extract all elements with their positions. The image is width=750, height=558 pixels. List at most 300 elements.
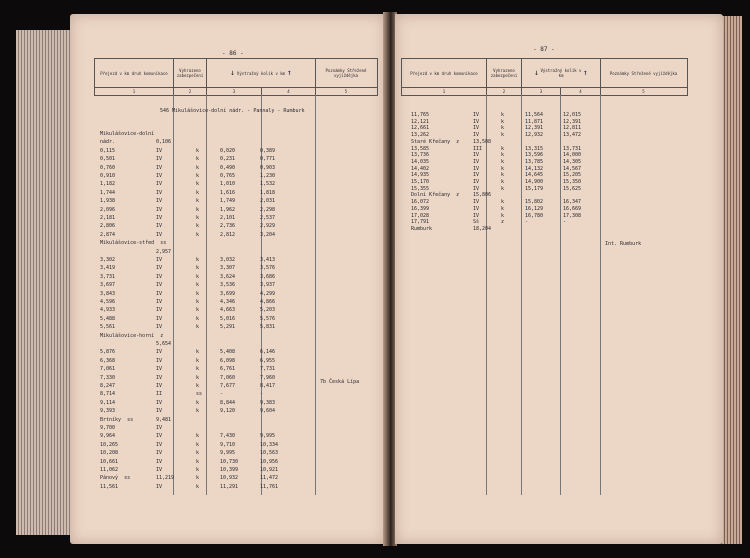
table-cell-b: IV — [473, 185, 480, 192]
table-cell-e: 9,383 — [260, 399, 276, 406]
table-cell-d: 5,016 — [220, 315, 236, 322]
table-cell-a: 3,731 — [100, 273, 116, 280]
table-cell-e: 12,391 — [563, 118, 582, 125]
table-cell-e: - — [563, 219, 567, 226]
table-cell-a: 3,419 — [100, 265, 116, 272]
table-cell-d: 1,962 — [220, 206, 236, 213]
table-cell-d: 7,677 — [220, 383, 236, 389]
table-cell-e: 11,761 — [260, 483, 279, 490]
page-edges-left — [16, 30, 72, 535]
table-header — [401, 58, 688, 96]
table-cell-d: 2,812 — [220, 231, 236, 238]
table-cell-a: 13,262 — [411, 132, 430, 139]
table-cell-a: 15,170 — [411, 179, 430, 185]
table-cell-e: 2,031 — [260, 198, 276, 205]
table-cell-d: 3,032 — [220, 257, 236, 263]
table-cell-c: k — [196, 273, 200, 280]
table-cell-b: 15,806 — [473, 192, 492, 199]
section-title: 546 Mikulášovice-dolní nádr. - Pannaly - Rumburk — [160, 108, 305, 114]
table-cell-e: 9,604 — [260, 408, 276, 415]
table-cell-c: k — [196, 458, 200, 465]
table-cell-b: IV — [156, 357, 163, 364]
table-cell-b: IV — [473, 165, 480, 172]
table-cell-d: 10,399 — [220, 467, 239, 473]
page-number: - 87 - — [533, 46, 555, 53]
table-cell-c: k — [196, 433, 200, 440]
table-cell-a: 3,843 — [100, 290, 116, 297]
table-cell-e: 0,389 — [260, 147, 276, 154]
column-numbers — [402, 87, 687, 95]
table-cell-a: 11,561 — [100, 483, 119, 490]
table-cell-d: 0,490 — [220, 164, 236, 171]
table-cell-c: k — [196, 399, 200, 406]
table-cell-b: IV — [473, 125, 480, 132]
table-cell-a: 5,488 — [100, 315, 116, 322]
table-cell-d: 3,307 — [220, 265, 236, 272]
arrow-down-icon: ↓ — [534, 68, 539, 77]
table-cell-d: 0,231 — [220, 156, 236, 163]
table-cell-d: 13,785 — [525, 158, 544, 165]
table-cell-e: 15,625 — [563, 185, 582, 192]
table-cell-a: 16,072 — [411, 199, 430, 206]
table-cell-a: 15,355 — [411, 185, 430, 192]
table-cell-e: 5,831 — [260, 324, 276, 331]
table-cell-a: Pánový ss — [100, 475, 131, 482]
table-cell-b: IV — [156, 374, 163, 381]
table-cell-c: k — [196, 307, 200, 314]
table-cell-b: IV — [156, 189, 163, 196]
table-cell-b: IV — [156, 307, 163, 314]
table-cell-e: 3,413 — [260, 257, 276, 263]
table-cell-c: ss — [196, 391, 203, 398]
table-cell-b: IV — [156, 231, 163, 238]
table-cell-a: 0,760 — [100, 164, 116, 171]
table-cell-a: 9,114 — [100, 399, 116, 406]
table-cell-a: 12,661 — [411, 125, 430, 132]
table-cell-d: 0,020 — [220, 147, 236, 154]
table-cell-c: k — [196, 450, 200, 457]
table-cell-b: IV — [473, 132, 480, 139]
table-cell-d: 5,291 — [220, 324, 236, 331]
table-cell-b: IV — [473, 179, 480, 185]
table-cell-c: k — [501, 125, 505, 132]
table-cell-a: 2,181 — [100, 215, 116, 221]
table-cell-a: nádr. — [100, 139, 116, 146]
table-cell-d: 8,844 — [220, 399, 236, 406]
table-cell-b: IV — [473, 152, 480, 159]
table-cell-b: IV — [156, 223, 163, 230]
table-cell-d: 14,900 — [525, 179, 544, 185]
table-cell-e: - — [260, 391, 264, 398]
column-number: 5 — [642, 89, 645, 94]
table-cell-d: 14,132 — [525, 165, 544, 172]
table-cell-d: 9,120 — [220, 408, 236, 415]
table-cell-a: Staré Křečany z — [411, 138, 460, 145]
table-cell-b: IV — [156, 458, 163, 465]
note: Int. Rumburk — [605, 241, 642, 247]
table-cell-a: 14,402 — [411, 165, 430, 172]
table-cell-e: 1,230 — [260, 173, 276, 179]
table-cell-b: III — [473, 145, 483, 152]
table-cell-c: k — [501, 185, 505, 192]
table-cell-e: 10,563 — [260, 450, 279, 457]
table-cell-e: 3,686 — [260, 273, 276, 280]
table-cell-a: 5,876 — [100, 349, 116, 356]
table-cell-c: k — [196, 315, 200, 322]
table-cell-d: 9,710 — [220, 441, 236, 448]
table-cell-e: 16,669 — [563, 205, 582, 212]
table-cell-d: 7,430 — [220, 433, 236, 440]
table-cell-e: 2,929 — [260, 223, 276, 230]
table-cell-c: k — [196, 164, 200, 171]
table-cell-a: 16,399 — [411, 205, 430, 212]
table-cell-e: 14,567 — [563, 165, 582, 172]
column-divider — [173, 95, 174, 495]
table-cell-b: IV — [156, 399, 163, 406]
table-cell-a: 4,933 — [100, 307, 116, 314]
column-number: 3 — [207, 88, 262, 95]
table-cell-d: 14,645 — [525, 172, 544, 179]
page-edges-right — [722, 16, 742, 544]
table-cell-c: k — [196, 231, 200, 238]
table-cell-a: 0,501 — [100, 156, 116, 163]
table-cell-e: 12,811 — [563, 125, 582, 132]
table-cell-a: 3,697 — [100, 282, 116, 289]
table-cell-a: 1,938 — [100, 198, 116, 205]
table-cell-c: k — [501, 112, 505, 118]
table-cell-c: k — [196, 357, 200, 364]
table-cell-e: 10,921 — [260, 467, 279, 473]
table-cell-c: k — [501, 172, 505, 179]
table-cell-e: 8,417 — [260, 383, 276, 389]
table-cell-b: IV — [156, 173, 163, 179]
table-cell-e: 3,937 — [260, 282, 276, 289]
table-cell-b: IV — [156, 181, 163, 188]
table-cell-a: 17,791 — [411, 219, 430, 226]
table-cell-c: k — [196, 173, 200, 179]
column-number: 5 — [344, 89, 348, 94]
table-cell-d: 11,871 — [525, 118, 544, 125]
page-number: - 86 - — [222, 50, 244, 57]
table-cell-b: 18,204 — [473, 225, 492, 232]
table-cell-d: 6,098 — [220, 357, 236, 364]
table-cell-e: 15,205 — [563, 172, 582, 179]
table-cell-e: 16,347 — [563, 199, 582, 206]
table-cell-b: IV — [473, 205, 480, 212]
table-cell-b: IV — [156, 206, 163, 213]
table-cell-c: k — [501, 152, 505, 159]
table-cell-e: 5,203 — [260, 307, 276, 314]
column-divider — [560, 95, 561, 495]
table-cell-a: 11,062 — [100, 467, 119, 473]
table-cell-a: 5,561 — [100, 324, 116, 331]
table-cell-d: 1,749 — [220, 198, 236, 205]
table-cell-d: 10,730 — [220, 458, 239, 465]
table-cell-b: IV — [156, 198, 163, 205]
table-cell-b: IV — [156, 265, 163, 272]
column-divider — [600, 95, 601, 495]
table-cell-b: IV — [156, 290, 163, 297]
table-cell-d: 16,780 — [525, 212, 544, 219]
table-header — [94, 58, 378, 96]
table-cell-b: IV — [156, 273, 163, 280]
table-cell-c: k — [196, 374, 200, 381]
table-cell-a: 10,265 — [100, 441, 119, 448]
table-cell-a: 1,744 — [100, 189, 116, 196]
table-cell-b: IV — [156, 408, 163, 415]
table-cell-c: k — [501, 199, 505, 206]
table-cell-b: IV — [156, 156, 163, 163]
table-cell-b: IV — [156, 366, 163, 373]
table-cell-c: k — [196, 189, 200, 196]
table-cell-c: k — [196, 324, 200, 331]
table-cell-d: 3,624 — [220, 273, 236, 280]
table-cell-c: k — [501, 179, 505, 185]
table-cell-d: 13,596 — [525, 152, 544, 159]
table-cell-a: 1,182 — [100, 181, 116, 188]
header-warning-posts: ↓ Výstražný kolík v km ↑ — [522, 59, 601, 87]
table-cell-d: 12,932 — [525, 132, 544, 139]
table-cell-c: k — [196, 383, 200, 389]
table-cell-c: k — [501, 158, 505, 165]
table-cell-a: 14,035 — [411, 158, 430, 165]
table-cell-e: 10,956 — [260, 458, 279, 465]
table-cell-d: 4,663 — [220, 307, 236, 314]
table-cell-c: z — [501, 219, 505, 226]
table-cell-d: - — [220, 391, 224, 398]
arrow-up-icon: ↑ — [583, 68, 588, 77]
table-cell-b: IV — [156, 299, 163, 305]
table-cell-a: 2,806 — [100, 223, 116, 230]
table-cell-e: 0,903 — [260, 164, 276, 171]
table-cell-b: 2,957 — [156, 248, 172, 255]
table-cell-e: 1,818 — [260, 189, 276, 196]
table-cell-b: 9,481 — [156, 416, 172, 423]
table-cell-e: 6,146 — [260, 349, 276, 356]
table-cell-b: IV — [156, 441, 163, 448]
table-cell-b: II — [156, 391, 163, 398]
table-cell-b: IV — [156, 383, 163, 389]
table-cell-e: 2,537 — [260, 215, 276, 221]
table-cell-a: 0,910 — [100, 173, 116, 179]
table-cell-a: Mikulášovice-dolní — [100, 131, 155, 137]
table-cell-b: IV — [473, 158, 480, 165]
table-cell-d: 13,315 — [525, 145, 544, 152]
table-cell-c: k — [196, 147, 200, 154]
column-divider — [521, 95, 522, 495]
table-cell-d: 4,346 — [220, 299, 236, 305]
table-cell-e: 13,472 — [563, 132, 582, 139]
column-number: 4 — [561, 88, 601, 95]
table-cell-b: IV — [473, 172, 480, 179]
table-cell-c: k — [196, 265, 200, 272]
table-cell-a: 11,765 — [411, 112, 430, 118]
table-cell-a: Mikulášovice-horní z — [100, 332, 164, 339]
table-cell-c: k — [196, 475, 200, 482]
column-divider — [315, 95, 316, 495]
table-cell-e: 13,731 — [563, 145, 582, 152]
header-crossing: Přejezd v km druh komunikace — [402, 59, 487, 87]
header-security: Vyhrazeno zabezpečení — [487, 59, 522, 87]
table-cell-a: Rumburk — [411, 225, 433, 232]
table-cell-c: k — [196, 290, 200, 297]
table-cell-d: 2,736 — [220, 223, 236, 230]
table-cell-c: k — [196, 483, 200, 490]
table-cell-a: 3,302 — [100, 257, 116, 263]
table-cell-b: IV — [473, 112, 480, 118]
table-cell-c: k — [501, 132, 505, 139]
table-cell-b: IV — [156, 147, 163, 154]
table-cell-c: k — [196, 198, 200, 205]
table-cell-a: 9,964 — [100, 433, 116, 440]
table-cell-c: k — [196, 257, 200, 263]
table-cell-a: 2,096 — [100, 206, 116, 213]
table-cell-c: k — [196, 467, 200, 473]
table-cell-c: k — [196, 215, 200, 221]
table-cell-a: 8,714 — [100, 391, 116, 398]
header-warning-posts: ↓ Výstražný kolík v km ↑ — [207, 59, 316, 87]
table-cell-c: k — [501, 145, 505, 152]
table-cell-a: 13,585 — [411, 145, 430, 152]
table-cell-e: 11,472 — [260, 475, 279, 482]
table-cell-e: 2,298 — [260, 206, 276, 213]
table-cell-e: 10,334 — [260, 441, 279, 448]
column-number: 2 — [487, 88, 522, 95]
table-cell-a: 0,115 — [100, 147, 116, 154]
table-cell-b: IV — [156, 315, 163, 322]
table-cell-b: IV — [473, 199, 480, 206]
table-cell-a: 9,700 — [100, 425, 116, 431]
table-cell-c: k — [196, 441, 200, 448]
table-cell-d: 7,060 — [220, 374, 236, 381]
table-cell-b: 13,508 — [473, 138, 492, 145]
table-cell-d: 16,129 — [525, 205, 544, 212]
table-cell-b: 0,106 — [156, 139, 172, 146]
table-cell-e: 6,955 — [260, 357, 276, 364]
table-cell-c: k — [501, 118, 505, 125]
table-cell-e: 0,771 — [260, 156, 276, 163]
table-cell-c: k — [501, 205, 505, 212]
table-cell-a: 6,368 — [100, 357, 116, 364]
table-cell-a: 7,061 — [100, 366, 116, 373]
table-cell-b: IV — [156, 215, 163, 221]
table-cell-b: IV — [156, 282, 163, 289]
table-cell-a: 9,393 — [100, 408, 116, 415]
table-cell-b: IV — [156, 450, 163, 457]
table-cell-c: k — [196, 349, 200, 356]
table-cell-a: 14,935 — [411, 172, 430, 179]
table-cell-e: 14,305 — [563, 158, 582, 165]
table-cell-b: IV — [473, 212, 480, 219]
table-cell-c: k — [196, 408, 200, 415]
table-cell-e: 7,960 — [260, 374, 276, 381]
note: 7b Česká Lípa — [320, 379, 360, 385]
arrow-down-icon: ↓ — [230, 68, 235, 77]
header-notes: Poznámky Střežené vyjíždějka — [609, 70, 678, 76]
column-numbers — [95, 87, 377, 95]
left-page — [70, 14, 385, 544]
table-cell-b: IV — [156, 164, 163, 171]
table-cell-e: 15,350 — [563, 179, 582, 185]
table-cell-d: 0,765 — [220, 173, 236, 179]
header-crossing: Přejezd v km druh komunikace — [95, 59, 174, 87]
table-cell-e: 12,015 — [563, 112, 582, 118]
column-number: 4 — [262, 88, 316, 95]
table-cell-d: 15,179 — [525, 185, 544, 192]
table-cell-a: Brtníky ss — [100, 416, 134, 423]
table-cell-e: 1,532 — [260, 181, 276, 188]
table-cell-b: IV — [156, 433, 163, 440]
table-cell-e: 3,204 — [260, 231, 276, 238]
table-cell-b: IV — [473, 118, 480, 125]
table-cell-a: Mikulášovice-střed ss — [100, 240, 167, 247]
table-cell-d: 3,699 — [220, 290, 236, 297]
table-cell-e: 17,308 — [563, 212, 582, 219]
table-cell-b: IV — [156, 324, 163, 331]
table-cell-d: 6,761 — [220, 366, 236, 373]
table-cell-b: 5,654 — [156, 341, 172, 347]
table-cell-d: 11,291 — [220, 483, 239, 490]
table-cell-d: 5,408 — [220, 349, 236, 356]
column-number: 3 — [522, 88, 561, 95]
table-cell-e: 3,576 — [260, 265, 276, 272]
table-cell-d: 3,536 — [220, 282, 236, 289]
table-cell-d: 10,932 — [220, 475, 239, 482]
column-number: 1 — [402, 88, 487, 95]
table-cell-a: 10,208 — [100, 450, 119, 457]
column-divider — [486, 95, 487, 495]
table-cell-a: 2,874 — [100, 231, 116, 238]
table-cell-a: 4,596 — [100, 299, 116, 305]
table-cell-b: IV — [156, 483, 163, 490]
column-divider — [206, 95, 207, 495]
table-cell-c: k — [196, 223, 200, 230]
table-cell-e: 7,731 — [260, 366, 276, 373]
table-cell-d: 9,995 — [220, 450, 236, 457]
table-cell-e: 4,299 — [260, 290, 276, 297]
table-cell-e: 4,866 — [260, 299, 276, 305]
table-cell-b: IV — [156, 349, 163, 356]
table-cell-d: 1,010 — [220, 181, 236, 188]
table-cell-c: k — [196, 366, 200, 373]
table-cell-c: k — [196, 156, 200, 163]
table-cell-c: k — [501, 165, 505, 172]
table-cell-d: 1,616 — [220, 189, 236, 196]
table-cell-d: 11,564 — [525, 112, 544, 118]
column-number: 2 — [174, 88, 207, 95]
table-cell-e: 14,000 — [563, 152, 582, 159]
table-cell-c: k — [196, 299, 200, 305]
table-cell-c: k — [501, 212, 505, 219]
table-cell-a: 8,247 — [100, 383, 116, 389]
arrow-up-icon: ↑ — [287, 68, 292, 77]
table-cell-e: 5,576 — [260, 315, 276, 322]
table-cell-b: IV — [156, 257, 163, 263]
header-security: Vyhrazeno zabezpečení — [174, 59, 207, 87]
table-cell-c: k — [196, 206, 200, 213]
table-cell-b: Sš — [473, 219, 480, 226]
table-cell-b: 11,219 — [156, 475, 175, 482]
table-cell-d: - — [525, 219, 529, 226]
table-cell-a: 17,028 — [411, 212, 430, 219]
table-cell-d: 12,391 — [525, 125, 544, 132]
header-notes: Poznámky Střežené vyjíždějka — [325, 68, 367, 78]
right-page — [395, 14, 723, 544]
column-number: 1 — [95, 88, 174, 95]
table-cell-a: Dolní Křečany z — [411, 192, 460, 199]
table-cell-d: 2,101 — [220, 215, 236, 221]
table-cell-c: k — [196, 282, 200, 289]
